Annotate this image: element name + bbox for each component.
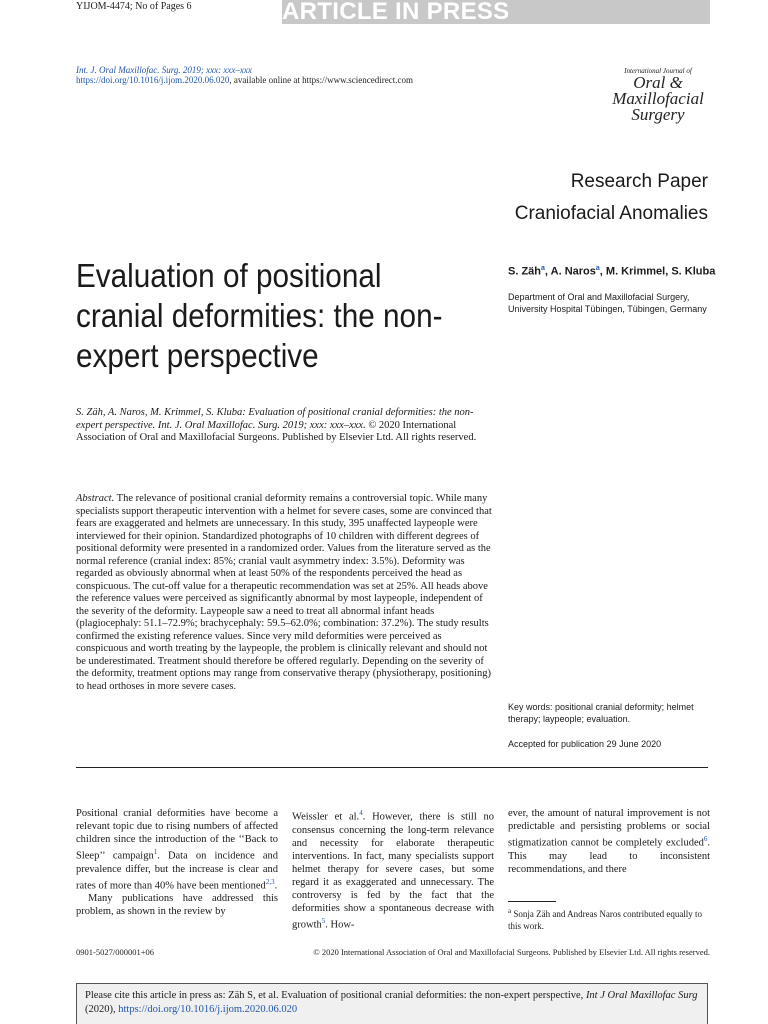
logo-line-2: Maxillofacial — [612, 89, 704, 108]
journal-logo — [608, 67, 708, 123]
accepted-date: Accepted for publication 29 June 2020 — [508, 739, 662, 749]
journal-reference — [76, 65, 413, 85]
article-title: Evaluation of positional cranial deformities: the non-expert perspective — [76, 257, 443, 374]
keywords: Key words: positional cranial deformity; helmet therapy; laypeople; evaluation. — [508, 702, 694, 724]
footnote-text: Sonja Zäh and Andreas Naros contributed equally to this work. — [508, 909, 703, 931]
footnote-mark: a — [508, 907, 512, 915]
body-text: Positional cranial deformities have become a relevant topic due to rising numbers of affected children since the introduction of the ‘‘Back to Sleep’’ campaign — [76, 808, 278, 862]
logo-line-1: Oral & — [633, 73, 683, 92]
cite-notice-box — [76, 983, 708, 1024]
logo-small-text: International Journal of — [624, 67, 692, 75]
article-subject: Craniofacial Anomalies — [514, 203, 708, 224]
doi-link[interactable]: https://doi.org/10.1016/j.ijom.2020.06.020 — [76, 75, 230, 85]
body-column-1 — [76, 807, 278, 918]
footnote-rule — [508, 901, 556, 902]
author-list — [508, 262, 718, 279]
cite-notice-text: Please cite this article in press as: Zäh S, et al. Evaluation of positional cranial deformities: the non-expert perspective, — [85, 990, 586, 1001]
article-type: Research Paper — [570, 171, 708, 192]
manuscript-id: YIJOM-4474; No of Pages 6 — [76, 1, 192, 12]
footer-copyright: © 2020 International Association of Oral and Maxillofacial Surgeons. Published by Elsevier Ltd. All rights reserved. — [313, 947, 710, 957]
cite-year: (2020), — [85, 1004, 119, 1015]
abstract-label: Abstract. — [76, 493, 115, 504]
body-text: . How- — [325, 919, 355, 930]
journal-citation-line: Int. J. Oral Maxillofac. Surg. 2019; xxx: xxx–xxx — [76, 65, 252, 75]
author-1[interactable]: S. Zäh — [508, 265, 542, 278]
abstract — [76, 493, 496, 693]
reference-link[interactable]: 5 — [321, 916, 326, 925]
body-text: Weissler et al. — [292, 811, 360, 823]
reference-link[interactable]: 4 — [359, 809, 363, 817]
reference-link[interactable]: 2,3 — [265, 877, 275, 886]
section-divider — [76, 767, 708, 768]
citation-italic: S. Zäh, A. Naros, M. Krimmel, S. Kluba: Evaluation of positional cranial deformities: the non-expert perspective. Int. J. Oral Maxillofac. Surg. 2019; xxx: xxx–xxx. — [76, 407, 474, 431]
author-1-affil-mark[interactable]: a — [541, 265, 545, 272]
reference-link[interactable]: 6 — [703, 835, 708, 843]
article-category — [515, 166, 708, 230]
author-separator: , — [544, 265, 551, 278]
footnote — [508, 905, 710, 932]
body-text: ever, the amount of natural improvement is not predictable and persisting problems or social stigmatization cannot be completely excluded — [508, 808, 710, 849]
abstract-text: The relevance of positional cranial deformity remains a controversial topic. While many specialists support therapeutic intervention with a helmet for severe cases, some are convinced that fears are exaggerated and helmets are unnecessary. In this study, 395 unaffected laypeople were interviewed for their opinion. Standardized photographs of 10 children with different degrees of positional deformity were presented in a randomized order. Values from the literature served as the normal reference (cranial index: 85%; cranial vault asymmetry index: 3.5%). Deformity was regarded as obviously abnormal when at least 50% of the respondents perceived the head as conspicuous. The cut-off value for a therapeutic recommendation was set at 25%. All heads above the reference values were perceived as significantly abnormal by most laypeople, independent of the severity of the deformity. Laypeople saw a need to treat all abnormal infant heads (plagiocephaly: 51.1–72.9%; brachycephaly: 59.5–62.0%; combination: 37.2%). The study results confirmed the existing reference values. Since very mild deformities were perceived as conspicuous and worth treating by the laypeople, the problem is clinically relevant and should not be underestimated. Treatment should therefore be offered regularly. Depending on the severity of the deformity, treatment options may range from conservative therapy (physiotherapy, positioning) to head orthoses in more severe cases. — [76, 493, 492, 692]
body-text: . Data on incidence and prevalence differ, but the increase is clear and rates of more than 40% have been mentioned — [76, 850, 278, 891]
cite-doi-link[interactable]: https://doi.org/10.1016/j.ijom.2020.06.020 — [118, 1004, 298, 1015]
body-text: . This may lead to inconsistent recommendations, and there — [508, 837, 710, 875]
affiliation: Department of Oral and Maxillofacial Surgery, University Hospital Tübingen, Tübingen, Germany — [508, 292, 707, 314]
body-column-2 — [292, 807, 494, 931]
availability-text: , available online at https://www.sciencedirect.com — [229, 75, 413, 85]
logo-line-3: Surgery — [631, 105, 685, 124]
citation-copyright: © 2020 International Association of Oral and Maxillofacial Surgeons. Published by Elsevier Ltd. All rights reserved. — [76, 419, 477, 443]
body-paragraph: Many publications have addressed this problem, as shown in the review by — [76, 893, 278, 917]
body-column-3 — [508, 807, 710, 876]
author-2[interactable]: A. Naros — [550, 265, 596, 278]
body-text: . — [274, 880, 278, 891]
author-2-affil-mark[interactable]: a — [595, 265, 600, 272]
article-in-press-text: ARTICLE IN PRESS — [282, 0, 510, 25]
cite-journal: Int J Oral Maxillofac Surg — [585, 990, 698, 1001]
other-authors: , M. Krimmel, S. Kluba — [599, 265, 716, 278]
citation-block — [76, 407, 496, 445]
reference-link[interactable]: 1 — [153, 848, 158, 856]
footer-code: 0901-5027/000001+06 — [76, 947, 154, 957]
body-text: . However, there is still no consensus concerning the long-term relevance and necessity for elaborate therapeutic interventions. In fact, many specialists support helmet therapy for severe cases, but some regard it as exaggerated and unnecessary. The controversy is fed by the fact that the deformities show a spontaneous decrease with growth — [292, 811, 494, 930]
